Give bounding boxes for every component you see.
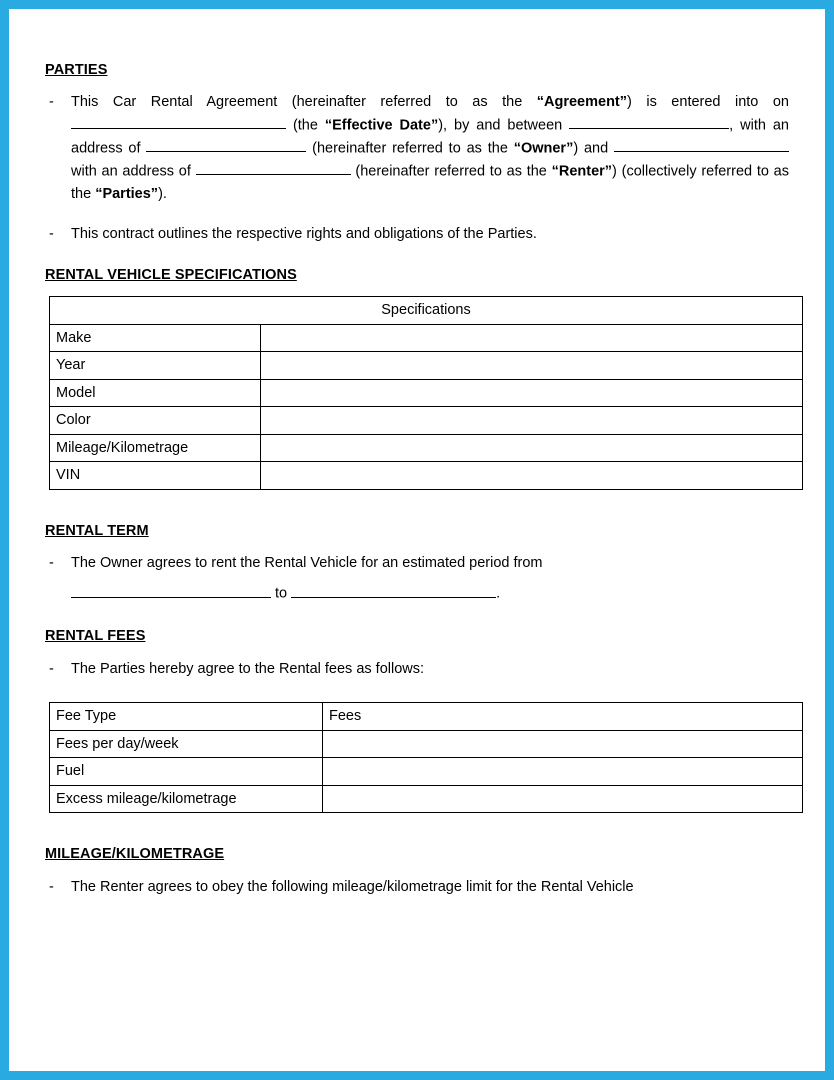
parties-text-part9: (hereinafter referred to as the xyxy=(350,163,552,180)
parties-text-part8: with an address of xyxy=(71,163,196,180)
term-owner: “Owner” xyxy=(513,140,574,157)
parties-text-part11: ). xyxy=(158,185,167,202)
term-agreement: “Agreement” xyxy=(536,94,628,111)
spec-value-mileage[interactable] xyxy=(261,434,803,461)
rental-fees-bullet-1-text: The Parties hereby agree to the Rental fees as follows: xyxy=(71,660,425,677)
section-heading-vehicle-specs: RENTAL VEHICLE SPECIFICATIONS xyxy=(45,266,297,283)
fee-value-per-day-week[interactable] xyxy=(323,730,803,757)
rental-term-period-end: . xyxy=(496,585,501,602)
table-row xyxy=(50,297,803,324)
spec-value-color[interactable] xyxy=(261,407,803,434)
specs-table-header: Specifications xyxy=(50,297,803,324)
blank-owner-name[interactable] xyxy=(569,114,729,130)
parties-bullet-1 xyxy=(45,91,789,205)
section-heading-parties: PARTIES xyxy=(45,62,108,78)
term-effective-date: “Effective Date” xyxy=(324,117,439,134)
spec-label-color: Color xyxy=(50,407,261,434)
rental-term-period-line xyxy=(45,582,789,605)
parties-bullet-2-text: This contract outlines the respective rights and obligations of the Parties. xyxy=(71,226,537,243)
parties-text-part4: ), by and between xyxy=(438,117,570,134)
section-heading-mileage: MILEAGE/KILOMETRAGE xyxy=(45,846,225,863)
document-body xyxy=(9,9,825,926)
blank-renter-name[interactable] xyxy=(614,137,789,153)
mileage-bullet-1-text: The Renter agrees to obey the following mileage/kilometrage limit for the Rental Vehicle xyxy=(71,878,634,895)
blank-effective-date[interactable] xyxy=(71,114,286,130)
fee-label-fuel: Fuel xyxy=(50,758,323,785)
spec-label-model: Model xyxy=(50,379,261,406)
blank-renter-address[interactable] xyxy=(196,160,351,176)
table-row xyxy=(50,352,803,379)
parties-text-part3: (the xyxy=(286,117,325,134)
section-heading-rental-fees: RENTAL FEES xyxy=(45,628,146,645)
bullet-dash: - xyxy=(49,660,54,677)
parties-text-part1: This Car Rental Agreement (hereinafter referred to as the xyxy=(71,94,537,111)
parties-bullet-1-text xyxy=(71,91,789,205)
section-heading-rental-term: RENTAL TERM xyxy=(45,522,149,539)
bullet-dash: - xyxy=(49,94,54,111)
table-row xyxy=(50,730,803,757)
term-parties: “Parties” xyxy=(95,185,159,202)
bullet-dash: - xyxy=(49,226,54,243)
term-renter: “Renter” xyxy=(551,163,613,180)
spec-label-vin: VIN xyxy=(50,462,261,489)
rental-term-bullet-1-text: The Owner agrees to rent the Rental Vehicle for an estimated period from xyxy=(71,555,543,571)
spec-label-make: Make xyxy=(50,324,261,351)
blank-owner-address[interactable] xyxy=(146,137,306,153)
spec-value-year[interactable] xyxy=(261,352,803,379)
mileage-bullet-1 xyxy=(45,876,789,898)
fee-label-excess-mileage: Excess mileage/kilometrage xyxy=(50,785,323,812)
table-row xyxy=(50,407,803,434)
table-row xyxy=(50,462,803,489)
parties-bullet-2 xyxy=(45,223,789,245)
table-row xyxy=(50,785,803,812)
spec-label-mileage: Mileage/Kilometrage xyxy=(50,434,261,461)
parties-text-part5: , with an address of xyxy=(71,117,790,157)
fees-col2-header: Fees xyxy=(323,703,803,730)
table-row xyxy=(50,324,803,351)
table-row xyxy=(50,434,803,461)
blank-term-start[interactable] xyxy=(71,582,271,598)
parties-text-part7: ) and xyxy=(573,140,614,157)
fee-value-excess-mileage[interactable] xyxy=(323,785,803,812)
blank-term-end[interactable] xyxy=(291,582,496,598)
table-row xyxy=(50,758,803,785)
parties-text-part6: (hereinafter referred to as the xyxy=(306,140,514,157)
rental-term-bullet-1 xyxy=(45,552,789,574)
bullet-dash: - xyxy=(49,555,54,571)
rental-fees-table xyxy=(49,702,803,813)
spec-label-year: Year xyxy=(50,352,261,379)
vehicle-specifications-table xyxy=(49,296,803,489)
bullet-dash: - xyxy=(49,878,54,895)
fees-col1-header: Fee Type xyxy=(50,703,323,730)
spec-value-model[interactable] xyxy=(261,379,803,406)
rental-fees-bullet-1 xyxy=(45,658,789,680)
parties-text-part10: ) (collectively referred to as the xyxy=(71,163,789,202)
rental-term-to-word: to xyxy=(275,585,288,602)
table-row xyxy=(50,703,803,730)
table-row xyxy=(50,379,803,406)
spec-value-make[interactable] xyxy=(261,324,803,351)
parties-text-part2: ) is entered into on xyxy=(627,94,789,111)
fee-value-fuel[interactable] xyxy=(323,758,803,785)
fee-label-per-day-week: Fees per day/week xyxy=(50,730,323,757)
spec-value-vin[interactable] xyxy=(261,462,803,489)
